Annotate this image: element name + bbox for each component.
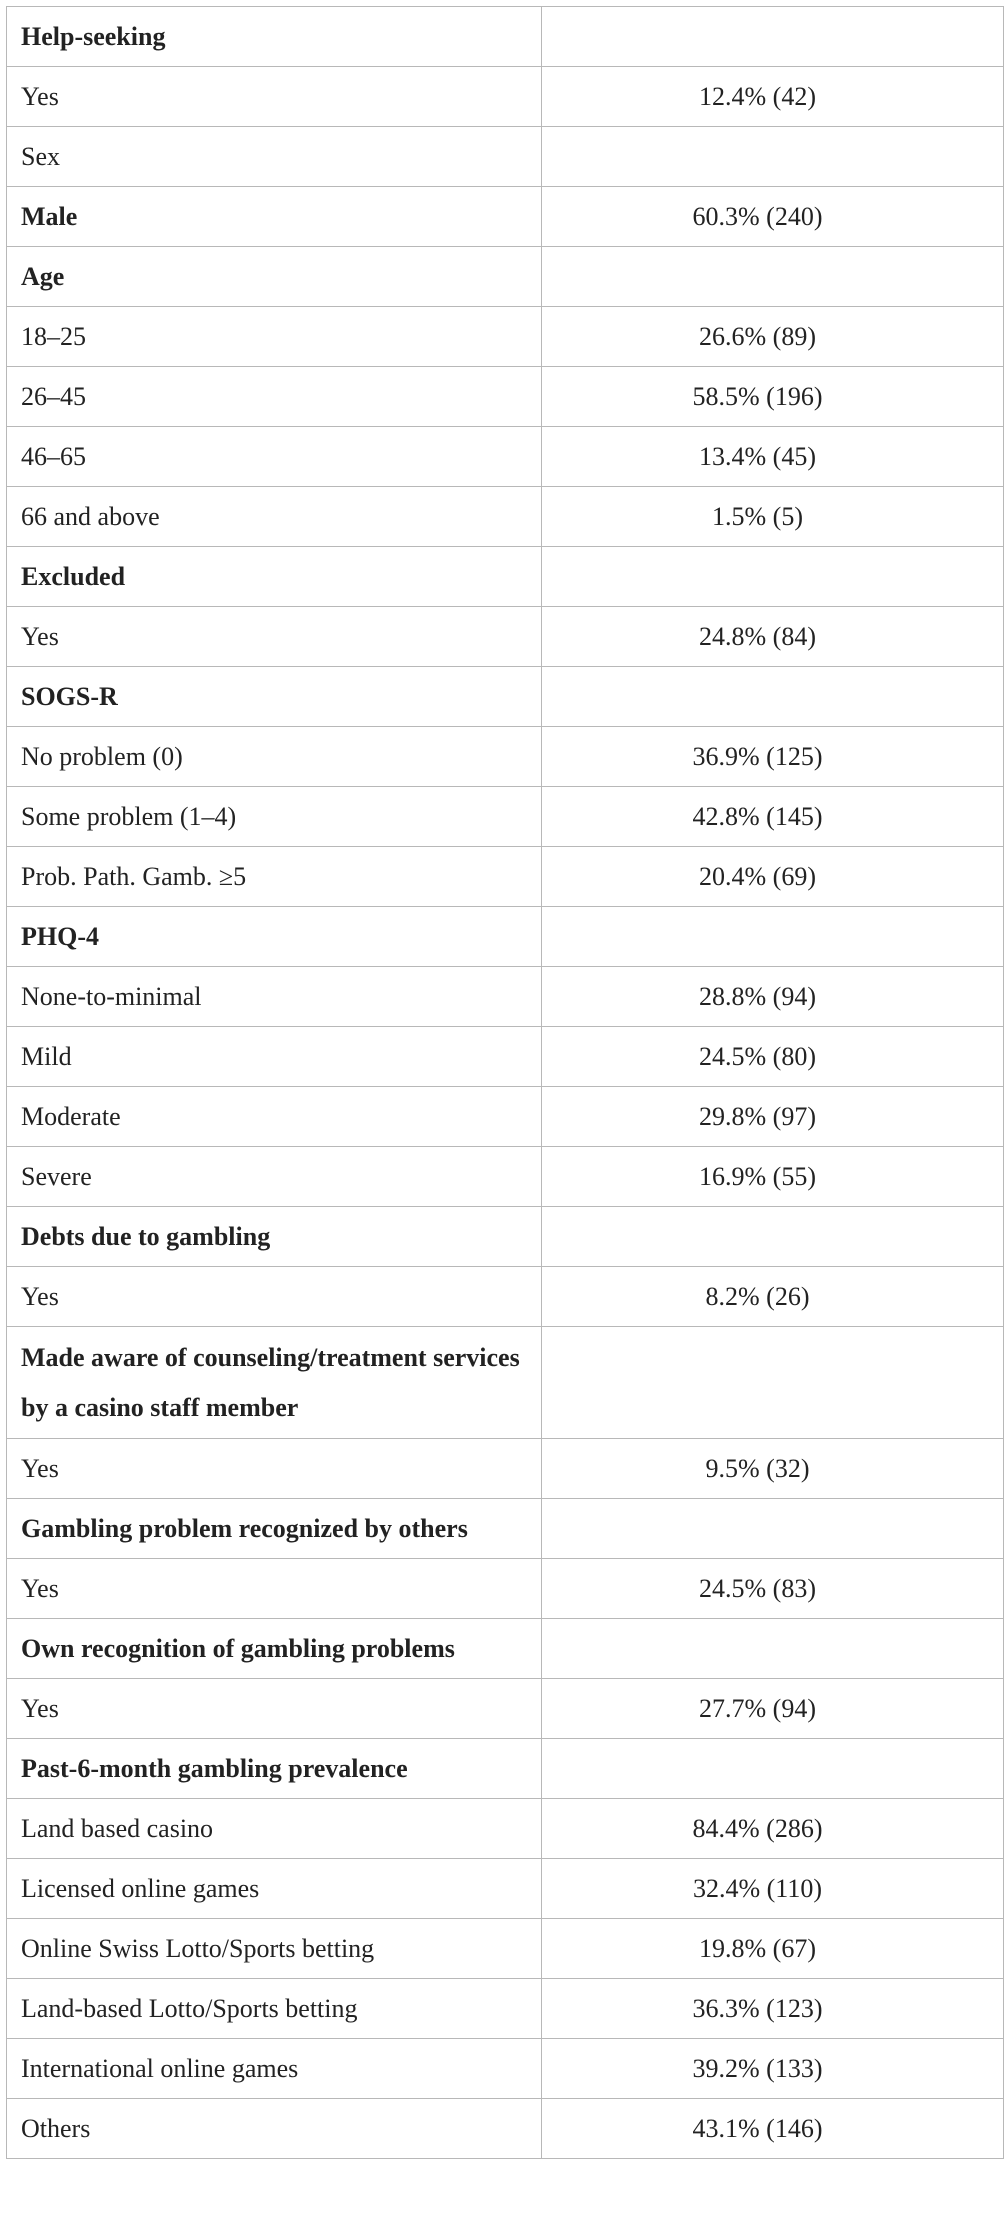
- row-value: 9.5% (32): [542, 1439, 1004, 1499]
- table-row: [7, 307, 1004, 367]
- row-label: Moderate: [7, 1087, 542, 1147]
- table-row: [7, 247, 1004, 307]
- row-label: 18–25: [7, 307, 542, 367]
- table-row: [7, 2099, 1004, 2159]
- table-row: [7, 547, 1004, 607]
- table-row: [7, 1027, 1004, 1087]
- table-row: [7, 1439, 1004, 1499]
- row-label: Severe: [7, 1147, 542, 1207]
- row-label: Land-based Lotto/Sports betting: [7, 1979, 542, 2039]
- table-row: [7, 367, 1004, 427]
- table-container: [6, 6, 1003, 2159]
- row-value: [542, 1207, 1004, 1267]
- table-row: [7, 487, 1004, 547]
- table-row: [7, 1327, 1004, 1439]
- row-value: [542, 7, 1004, 67]
- row-label: 26–45: [7, 367, 542, 427]
- table-row: [7, 187, 1004, 247]
- table-row: [7, 2039, 1004, 2099]
- table-row: [7, 7, 1004, 67]
- row-label: 66 and above: [7, 487, 542, 547]
- table-row: [7, 1147, 1004, 1207]
- row-label: International online games: [7, 2039, 542, 2099]
- row-label: 46–65: [7, 427, 542, 487]
- row-label: Own recognition of gambling problems: [7, 1619, 542, 1679]
- sample-characteristics-table: [6, 6, 1004, 2159]
- row-label: Help-seeking: [7, 7, 542, 67]
- row-value: 28.8% (94): [542, 967, 1004, 1027]
- table-body: [7, 7, 1004, 2159]
- row-value: 12.4% (42): [542, 67, 1004, 127]
- table-row: [7, 1739, 1004, 1799]
- table-row: [7, 1679, 1004, 1739]
- table-row: [7, 1919, 1004, 1979]
- row-label: Yes: [7, 607, 542, 667]
- row-label: Online Swiss Lotto/Sports betting: [7, 1919, 542, 1979]
- table-row: [7, 427, 1004, 487]
- table-row: [7, 1267, 1004, 1327]
- row-label: None-to-minimal: [7, 967, 542, 1027]
- row-label: Others: [7, 2099, 542, 2159]
- table-row: [7, 127, 1004, 187]
- table-row: [7, 667, 1004, 727]
- row-label: No problem (0): [7, 727, 542, 787]
- row-value: 13.4% (45): [542, 427, 1004, 487]
- row-value: 32.4% (110): [542, 1859, 1004, 1919]
- row-label: PHQ-4: [7, 907, 542, 967]
- table-row: [7, 1859, 1004, 1919]
- row-value: [542, 247, 1004, 307]
- row-label: Excluded: [7, 547, 542, 607]
- row-value: [542, 127, 1004, 187]
- row-label: Prob. Path. Gamb. ≥5: [7, 847, 542, 907]
- row-value: 27.7% (94): [542, 1679, 1004, 1739]
- row-value: 26.6% (89): [542, 307, 1004, 367]
- table-row: [7, 787, 1004, 847]
- table-row: [7, 967, 1004, 1027]
- row-label: Yes: [7, 67, 542, 127]
- row-label: SOGS-R: [7, 667, 542, 727]
- row-label: Licensed online games: [7, 1859, 542, 1919]
- row-label: Yes: [7, 1559, 542, 1619]
- row-value: [542, 547, 1004, 607]
- row-value: [542, 1619, 1004, 1679]
- row-value: 42.8% (145): [542, 787, 1004, 847]
- table-row: [7, 67, 1004, 127]
- row-label: Made aware of counseling/treatment services by a casino staff member: [7, 1327, 542, 1439]
- row-label: Gambling problem recognized by others: [7, 1499, 542, 1559]
- row-value: [542, 667, 1004, 727]
- row-label: Yes: [7, 1679, 542, 1739]
- table-row: [7, 1499, 1004, 1559]
- row-label: Sex: [7, 127, 542, 187]
- table-row: [7, 1207, 1004, 1267]
- row-value: 36.3% (123): [542, 1979, 1004, 2039]
- row-value: 16.9% (55): [542, 1147, 1004, 1207]
- row-value: 19.8% (67): [542, 1919, 1004, 1979]
- row-value: 8.2% (26): [542, 1267, 1004, 1327]
- table-row: [7, 907, 1004, 967]
- table-row: [7, 1087, 1004, 1147]
- row-label: Mild: [7, 1027, 542, 1087]
- row-label: Yes: [7, 1267, 542, 1327]
- row-value: 24.8% (84): [542, 607, 1004, 667]
- row-label: Male: [7, 187, 542, 247]
- table-row: [7, 847, 1004, 907]
- table-row: [7, 1559, 1004, 1619]
- table-row: [7, 1799, 1004, 1859]
- row-value: [542, 907, 1004, 967]
- row-value: 60.3% (240): [542, 187, 1004, 247]
- row-label: Past-6-month gambling prevalence: [7, 1739, 542, 1799]
- row-value: 24.5% (80): [542, 1027, 1004, 1087]
- row-label: Yes: [7, 1439, 542, 1499]
- row-value: 24.5% (83): [542, 1559, 1004, 1619]
- row-value: [542, 1327, 1004, 1439]
- table-row: [7, 1979, 1004, 2039]
- row-value: 29.8% (97): [542, 1087, 1004, 1147]
- row-value: [542, 1499, 1004, 1559]
- row-label: Land based casino: [7, 1799, 542, 1859]
- row-label: Some problem (1–4): [7, 787, 542, 847]
- row-value: 84.4% (286): [542, 1799, 1004, 1859]
- row-value: 43.1% (146): [542, 2099, 1004, 2159]
- row-value: 36.9% (125): [542, 727, 1004, 787]
- row-value: 39.2% (133): [542, 2039, 1004, 2099]
- table-row: [7, 1619, 1004, 1679]
- table-row: [7, 607, 1004, 667]
- table-row: [7, 727, 1004, 787]
- row-label: Debts due to gambling: [7, 1207, 542, 1267]
- row-value: [542, 1739, 1004, 1799]
- row-value: 1.5% (5): [542, 487, 1004, 547]
- row-label: Age: [7, 247, 542, 307]
- row-value: 58.5% (196): [542, 367, 1004, 427]
- row-value: 20.4% (69): [542, 847, 1004, 907]
